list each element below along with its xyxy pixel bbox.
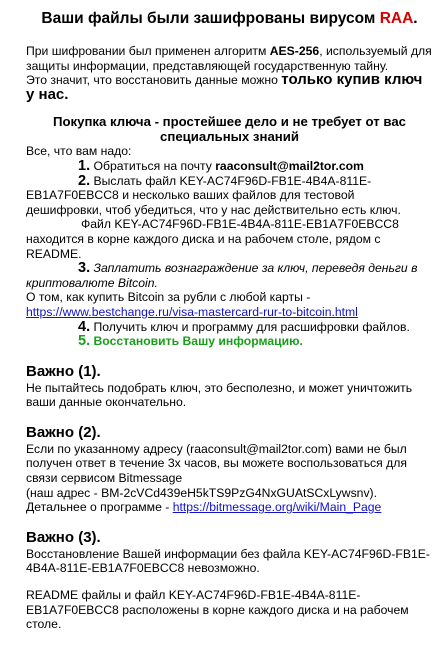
contact-email: raaconsult@mail2tor.com <box>215 158 364 173</box>
important-1-text: Не пытайтесь подобрать ключ, это бесполезно, и может уничтожить ваши данные окончательно. <box>26 380 413 410</box>
step-2-note: Файл KEY-AC74F96D-FB1E-4B4A-811E-EB1A7F0EBCC8 находится в корне каждого диска и на рабочем столе, рядом с README. <box>26 217 399 261</box>
important-3-heading: Важно (3). <box>26 528 101 546</box>
bitcoin-info-text: О том, как купить Bitcoin за рубли с любой карты - <box>26 290 311 305</box>
intro-text-2: Это значит, что восстановить данные можно <box>26 73 282 88</box>
step-5-number: 5. <box>78 333 91 350</box>
step-1 <box>26 159 433 174</box>
bitmessage-link[interactable]: https://bitmessage.org/wiki/Main_Page <box>172 500 382 515</box>
step-1-text: Обратиться на почту <box>93 158 216 173</box>
step-2-text: Выслать файл KEY-AC74F96D-FB1E-4B4A-811E-EB1A7F0EBCC8 и несколько ваших файлов для тестовой дешифровки, чтоб убедиться, что у нас действительно есть ключ. <box>26 173 401 217</box>
step-3-text: Заплатить вознаграждение за ключ, переведя деньги в криптовалюте Bitcoin. <box>26 261 418 290</box>
intro-paragraph-2 <box>26 73 433 102</box>
important-1-heading: Важно (1). <box>26 362 101 380</box>
step-2 <box>26 174 433 218</box>
step-1-number: 1. <box>78 157 91 174</box>
algorithm-name: AES-256 <box>269 44 320 58</box>
step-3 <box>26 261 433 290</box>
step-4-number: 4. <box>78 318 91 335</box>
intro-text-cont: , используемый для защиты информации, представляющей государственную тайну. <box>26 44 432 73</box>
important-3-text: Восстановление Вашей информации без файла KEY-AC74F96D-FB1E-4B4A-811E-EB1A7F0EBCC8 невозможно. <box>26 546 430 576</box>
step-4 <box>26 320 433 335</box>
bitcoin-info <box>26 290 433 319</box>
virus-name: RAA <box>379 10 414 27</box>
bitmessage-info-text: Детальнее о программе - <box>26 500 173 515</box>
bitmessage-address: (наш адрес - BM-2cVCd439eH5kTS9PzG4NxGUAtSCxLywsnv). <box>26 485 377 500</box>
buy-key-emphasis: только купив ключ у нас. <box>26 71 423 103</box>
bitmessage-info <box>26 500 433 515</box>
important-3-note: README файлы и файл KEY-AC74F96D-FB1E-4B4A-811E-EB1A7F0EBCC8 расположены в корне каждого диска и на рабочем столе. <box>26 588 409 632</box>
important-2-heading: Важно (2). <box>26 423 101 441</box>
step-4-text: Получить ключ и программу для расшифровки файлов. <box>93 319 410 334</box>
purchase-heading: Покупка ключа - простейшее дело и не требует от вас специальных знаний <box>52 114 406 145</box>
bestchange-link[interactable]: https://www.bestchange.ru/visa-mastercard-rur-to-bitcoin.html <box>26 304 358 319</box>
title-suffix: . <box>413 10 418 27</box>
step-5 <box>26 334 433 349</box>
note-title <box>26 10 433 28</box>
important-2-text: Если по указанному адресу (raaconsult@mail2tor.com) вами не был получен ответ в течение 3х часов, вы можете воспользоваться для связи сервисом Bitmessage <box>26 441 407 486</box>
purchase-need: Все, что вам надо: <box>26 144 132 159</box>
title-prefix: Ваши файлы были зашифрованы вирусом <box>41 10 380 27</box>
step-3-number: 3. <box>78 260 91 277</box>
intro-text: При шифровании был применен алгоритм <box>26 44 270 58</box>
intro-paragraph-1 <box>26 44 433 73</box>
step-5-text: Восстановить Вашу информацию. <box>93 334 303 349</box>
step-2-number: 2. <box>78 172 91 189</box>
